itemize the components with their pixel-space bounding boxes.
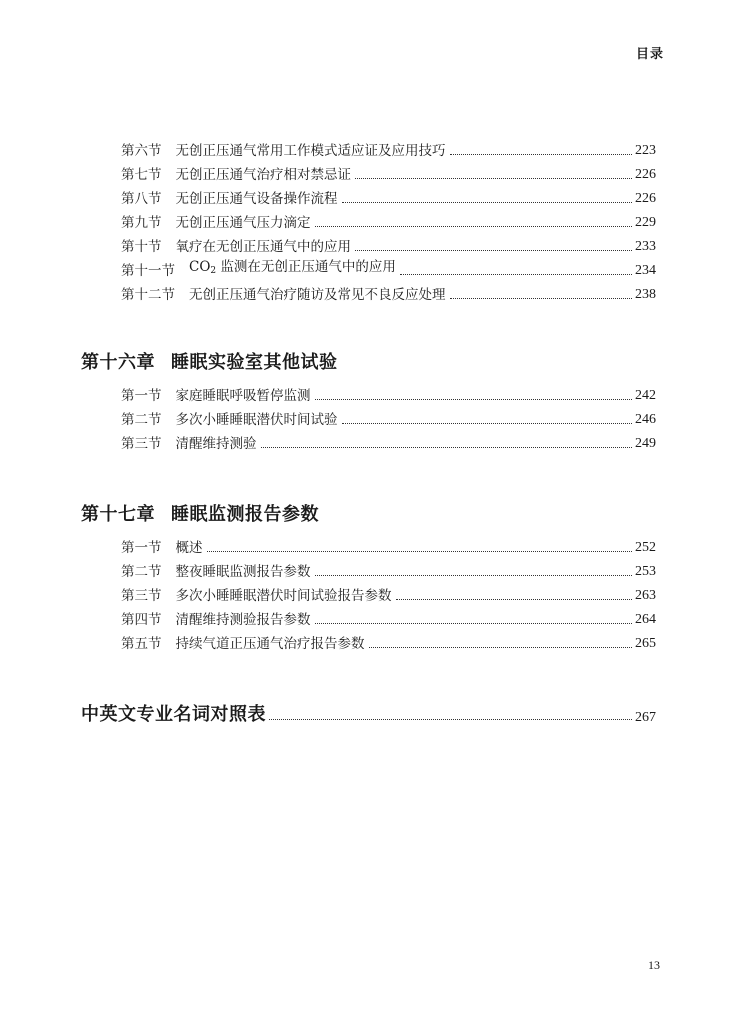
section-number: 第五节 [121, 636, 162, 652]
toc-entry[interactable] [121, 258, 656, 280]
page-number: 13 [648, 958, 660, 972]
page-ref: 249 [635, 436, 656, 451]
section-title: 整夜睡眠监测报告参数 [175, 564, 311, 580]
section-number: 第二节 [121, 564, 162, 580]
toc-entry[interactable] [121, 210, 656, 232]
toc-entry[interactable] [121, 407, 656, 429]
chapter-16-heading[interactable] [81, 348, 338, 374]
dot-leader [269, 718, 632, 720]
section-number: 第一节 [121, 540, 162, 556]
dot-leader [342, 422, 633, 424]
page-ref: 252 [635, 540, 656, 555]
section-number: 第七节 [121, 167, 162, 183]
section-title: 无创正压通气设备操作流程 [175, 191, 338, 207]
chapter-17-heading[interactable] [81, 500, 319, 526]
glossary-entry[interactable] [81, 702, 656, 726]
section-title: 氧疗在无创正压通气中的应用 [175, 239, 351, 255]
toc-entry[interactable] [121, 282, 656, 304]
dot-leader [450, 153, 633, 155]
dot-leader [396, 598, 633, 600]
toc-entry[interactable] [121, 383, 656, 405]
co2-prefix: CO [189, 259, 211, 275]
dot-leader [369, 646, 633, 648]
section-number: 第八节 [121, 191, 162, 207]
section-number: 第三节 [121, 436, 162, 452]
toc-entry[interactable] [121, 162, 656, 184]
section-title: 家庭睡眠呼吸暂停监测 [175, 388, 311, 404]
section-title: 持续气道正压通气治疗报告参数 [175, 636, 365, 652]
section-title: 无创正压通气治疗相对禁忌证 [175, 167, 351, 183]
section-title: 清醒维持测验 [175, 436, 257, 452]
dot-leader [342, 201, 633, 203]
dot-leader [207, 550, 633, 552]
toc-entry[interactable] [121, 138, 656, 160]
section-number: 第一节 [121, 388, 162, 404]
section-title-rest: 监测在无创正压通气中的应用 [220, 259, 396, 275]
page-ref: 229 [635, 215, 656, 230]
chapter-title: 睡眠监测报告参数 [171, 504, 319, 525]
section-title: 无创正压通气压力滴定 [175, 215, 311, 231]
section-number: 第六节 [121, 143, 162, 159]
toc-entry[interactable] [121, 559, 656, 581]
section-title: 无创正压通气治疗随访及常见不良反应处理 [189, 287, 446, 303]
dot-leader [315, 398, 633, 400]
section-number: 第十二节 [121, 287, 175, 303]
page-ref: 253 [635, 564, 656, 579]
page-ref: 226 [635, 167, 656, 182]
toc-entry[interactable] [121, 186, 656, 208]
dot-leader [315, 225, 633, 227]
section-title: 多次小睡睡眠潜伏时间试验报告参数 [175, 588, 392, 604]
section-title: 概述 [175, 540, 203, 556]
toc-entry[interactable] [121, 234, 656, 256]
dot-leader [450, 297, 633, 299]
dot-leader [355, 177, 632, 179]
page-ref: 263 [635, 588, 656, 603]
page-ref: 238 [635, 287, 656, 302]
toc-entry[interactable] [121, 631, 656, 653]
page-ref: 242 [635, 388, 656, 403]
toc-entry[interactable] [121, 431, 656, 453]
page-ref: 264 [635, 612, 656, 627]
page-ref: 246 [635, 412, 656, 427]
dot-leader [355, 249, 632, 251]
section-title: 清醒维持测验报告参数 [175, 612, 311, 628]
toc-entry[interactable] [121, 535, 656, 557]
section-number: 第三节 [121, 588, 162, 604]
page-ref: 233 [635, 239, 656, 254]
chapter-number: 第十七章 [81, 504, 155, 525]
section-number: 第十一节 [121, 263, 175, 279]
section-title [189, 258, 396, 280]
toc-entry[interactable] [121, 607, 656, 629]
co2-subscript: 2 [210, 266, 217, 276]
header-title: 目录 [635, 47, 664, 62]
chapter-title: 睡眠实验室其他试验 [171, 352, 338, 373]
page-ref: 223 [635, 143, 656, 158]
dot-leader [315, 574, 633, 576]
glossary-title: 中英文专业名词对照表 [81, 704, 266, 725]
section-title: 多次小睡睡眠潜伏时间试验 [175, 412, 338, 428]
dot-leader [315, 622, 633, 624]
dot-leader [400, 273, 632, 275]
section-number: 第十节 [121, 239, 162, 255]
chapter-number: 第十六章 [81, 352, 155, 373]
section-number: 第九节 [121, 215, 162, 231]
dot-leader [261, 446, 633, 448]
section-number: 第二节 [121, 412, 162, 428]
toc-entry[interactable] [121, 583, 656, 605]
page-ref: 226 [635, 191, 656, 206]
section-title: 无创正压通气常用工作模式适应证及应用技巧 [175, 143, 446, 159]
page-ref: 234 [635, 263, 656, 278]
page-ref: 265 [635, 636, 656, 651]
page-ref: 267 [635, 710, 656, 725]
section-number: 第四节 [121, 612, 162, 628]
